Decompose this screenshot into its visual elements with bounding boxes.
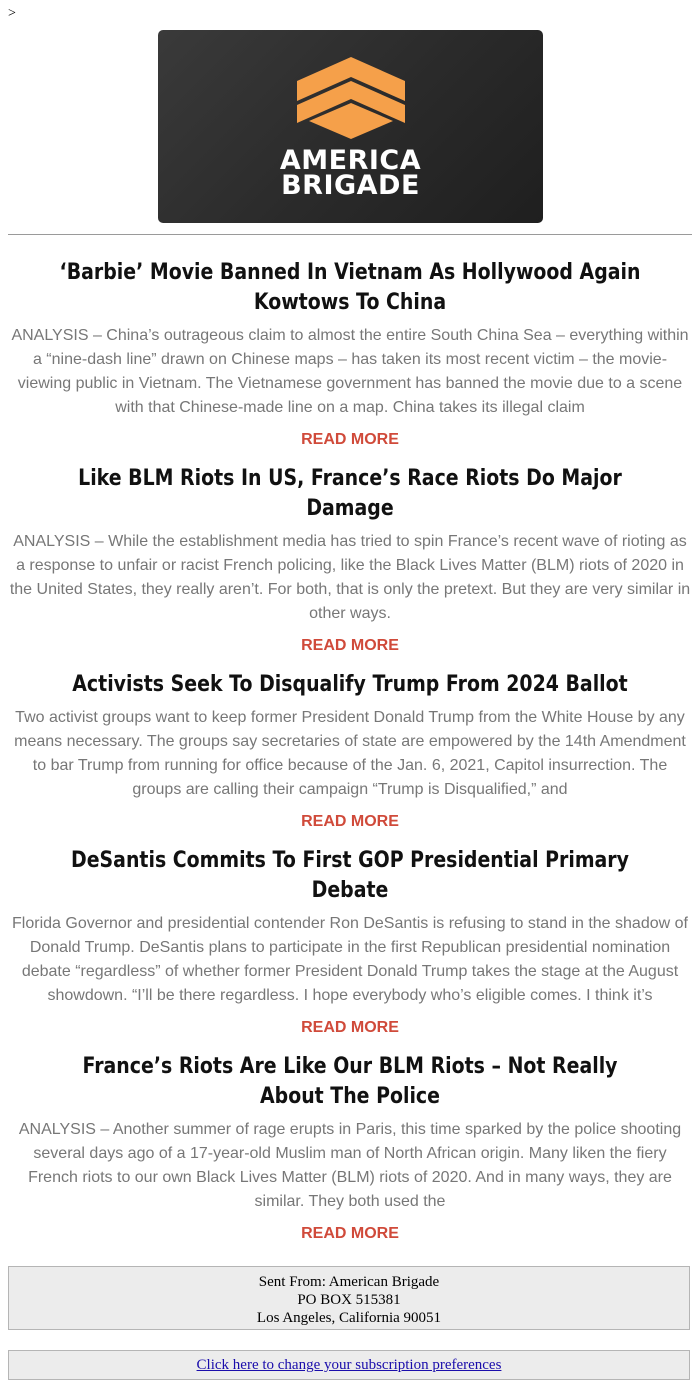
read-more-link[interactable]: READ MORE <box>301 1019 399 1036</box>
divider <box>8 234 692 235</box>
read-more-link[interactable]: READ MORE <box>301 1225 399 1242</box>
po-box-text: PO BOX 515381 <box>297 1292 401 1308</box>
logo-line-2: BRIGADE <box>281 170 420 201</box>
city-text: Los Angeles, California 90051 <box>256 1310 442 1326</box>
article-item <box>8 846 692 1052</box>
article-item <box>8 464 692 670</box>
article-title[interactable]: DeSantis Commits To First GOP Presidential Primary Debate <box>71 848 629 903</box>
chevron-logo-icon <box>295 57 407 145</box>
article-excerpt: Florida Governor and presidential contender Ron DeSantis is refusing to stand in the shadow of Donald Trump. DeSantis plans to participate in the first Republican presidential nomination debate “regardless” of whether former President Donald Trump takes the stage at the August showdown. “I’ll be there regardless. I hope everybody who’s eligible comes. I think it’s <box>12 915 688 1004</box>
article-list <box>8 258 692 1258</box>
article-title[interactable]: France’s Riots Are Like Our BLM Riots – Not Really About The Police <box>82 1054 618 1109</box>
read-more-link[interactable]: READ MORE <box>301 431 399 448</box>
logo-card <box>158 30 543 223</box>
brand-logo[interactable] <box>158 30 543 223</box>
article-title[interactable]: Like BLM Riots In US, France’s Race Riots Do Major Damage <box>78 466 622 521</box>
article-item <box>8 1052 692 1258</box>
read-more-link[interactable]: READ MORE <box>301 813 399 830</box>
article-excerpt: ANALYSIS – China’s outrageous claim to almost the entire South China Sea – everything within a “nine-dash line” drawn on Chinese maps – has taken its most recent victim – the movie-viewing public in Vietnam. The Vietnamese government has banned the movie due to a scene with that Chinese-made line on a map. China takes its illegal claim <box>11 327 689 416</box>
read-more-link[interactable]: READ MORE <box>301 637 399 654</box>
article-item <box>8 258 692 464</box>
subscription-box <box>8 1350 690 1380</box>
article-excerpt: ANALYSIS – Another summer of rage erupts in Paris, this time sparked by the police shooting several days ago of a 17-year-old Muslim man of North African origin. Many liken the fiery French riots to our own Black Lives Matter (BLM) riots of 2020. And in many ways, they are similar. They both used the <box>18 1121 682 1210</box>
subscription-preferences-link[interactable]: Click here to change your subscription preferences <box>196 1357 502 1373</box>
prefix-text: > <box>8 6 16 21</box>
sender-address-box <box>8 1266 690 1330</box>
sent-from-text: Sent From: American Brigade <box>258 1274 440 1290</box>
article-excerpt: Two activist groups want to keep former President Donald Trump from the White House by any means necessary. The groups say secretaries of state are empowered by the 14th Amendment to bar Trump from running for office because of the Jan. 6, 2021, Capitol insurrection. The groups are calling their campaign “Trump is Disqualified,” and <box>14 709 686 798</box>
logo-line-1: AMERICA <box>279 145 422 176</box>
article-excerpt: ANALYSIS – While the establishment media has tried to spin France’s recent wave of rioting as a response to unfair or racist French policing, like the Black Lives Matter (BLM) riots of 2020 in the United States, they really aren’t. For both, that is only the pretext. But they are very similar in other ways. <box>9 533 691 622</box>
article-title[interactable]: Activists Seek To Disqualify Trump From 2024 Ballot <box>72 672 628 697</box>
article-title[interactable]: ‘Barbie’ Movie Banned In Vietnam As Hollywood Again Kowtows To China <box>59 260 641 315</box>
article-item <box>8 670 692 846</box>
